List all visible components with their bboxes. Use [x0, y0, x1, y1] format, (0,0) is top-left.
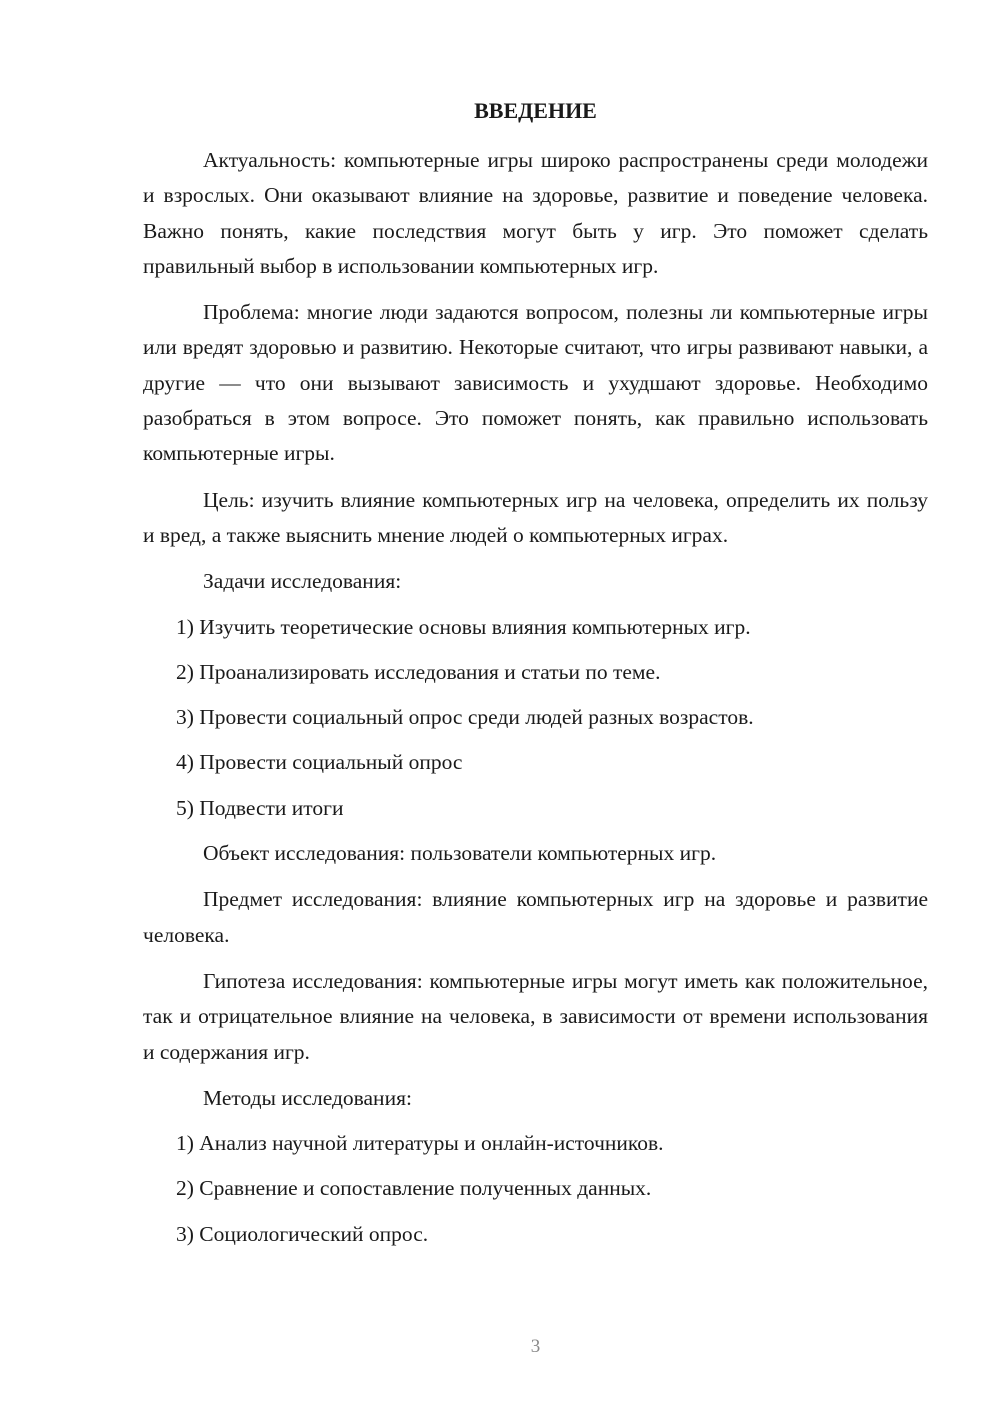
method-item: 2) Сравнение и сопоставление полученных данных. — [176, 1176, 652, 1201]
task-item: 4) Провести социальный опрос — [176, 750, 463, 775]
page-number: 3 — [530, 1336, 541, 1357]
methods-heading: Методы исследования: — [203, 1085, 412, 1110]
tasks-list — [143, 610, 928, 826]
relevance-paragraph: Актуальность: компьютерные игры широко распространены среди молодежи и взрослых. Они оказывают влияние на здоровье, развитие и поведение человека. Важно понять, какие последствия могут быть у игр. Это поможет сделать правильный выбор в использовании компьютерных игр. — [143, 148, 928, 278]
method-item: 1) Анализ научной литературы и онлайн-источников. — [176, 1131, 664, 1156]
method-item: 3) Социологический опрос. — [176, 1221, 429, 1246]
document-body — [143, 143, 928, 1262]
page-title: ВВЕДЕНИЕ — [474, 98, 597, 123]
subject-paragraph: Предмет исследования: влияние компьютерных игр на здоровье и развитие человека. — [143, 887, 928, 947]
task-item: 1) Изучить теоретические основы влияния компьютерных игр. — [176, 614, 751, 639]
object-paragraph: Объект исследования: пользователи компьютерных игр. — [203, 841, 717, 866]
hypothesis-paragraph: Гипотеза исследования: компьютерные игры могут иметь как положительное, так и отрицательное влияние на человека, в зависимости от времени использования и содержания игр. — [143, 968, 928, 1064]
goal-paragraph: Цель: изучить влияние компьютерных игр на человека, определить их пользу и вред, а также выяснить мнение людей о компьютерных играх. — [143, 487, 928, 547]
problem-paragraph: Проблема: многие люди задаются вопросом, полезны ли компьютерные игры или вредят здоровью и развитию. Некоторые считают, что игры развивают навыки, а другие — что они вызывают зависимость и ухудшают здоровье. Необходимо разобраться в этом вопросе. Это поможет понять, как правильно использовать компьютерные игры. — [143, 300, 928, 466]
task-item: 5) Подвести итоги — [176, 795, 344, 820]
task-item: 2) Проанализировать исследования и статьи по теме. — [176, 659, 661, 684]
task-item: 3) Провести социальный опрос среди людей разных возрастов. — [176, 705, 754, 730]
tasks-heading: Задачи исследования: — [203, 569, 402, 594]
methods-list — [143, 1126, 928, 1252]
